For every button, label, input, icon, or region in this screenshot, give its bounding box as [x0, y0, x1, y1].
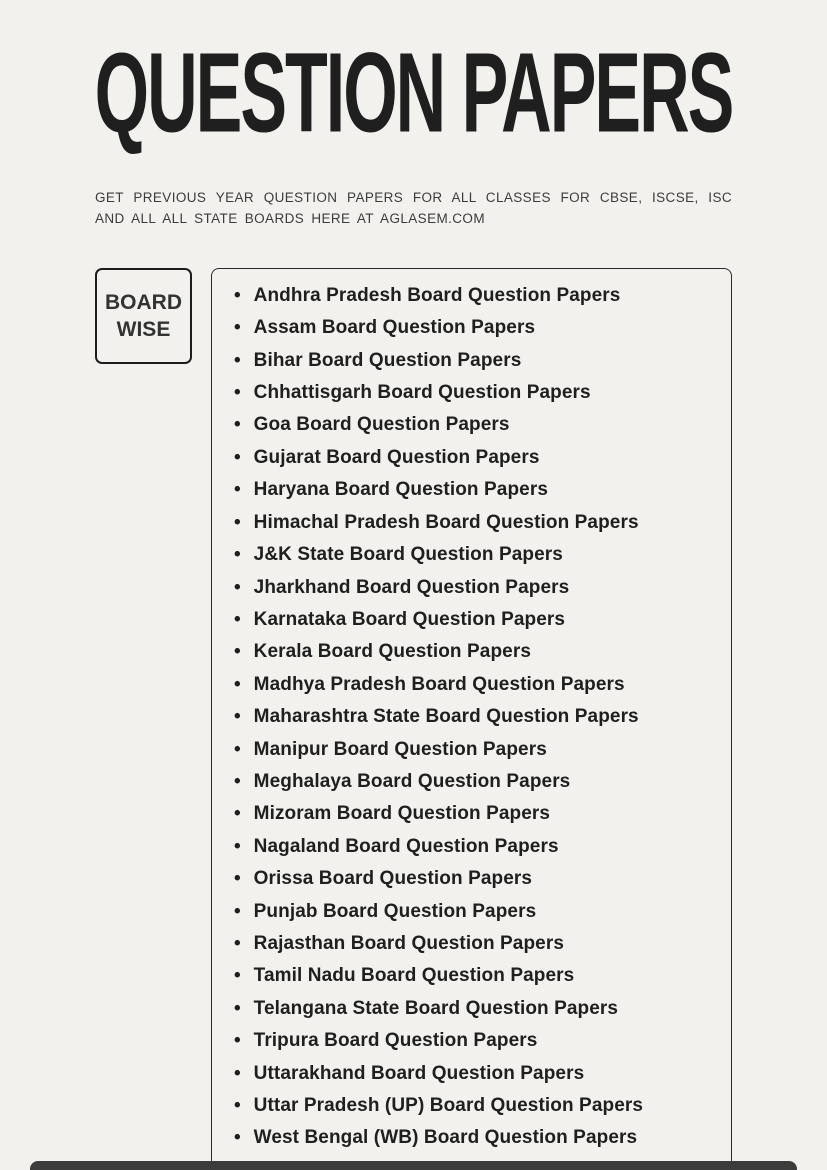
board-wise-label-box — [95, 268, 192, 365]
board-link-label: Haryana Board Question Papers — [253, 479, 548, 501]
board-link-label: Gujarat Board Question Papers — [253, 446, 540, 468]
board-list-panel — [211, 268, 732, 1170]
board-link-label: Nagaland Board Question Papers — [253, 835, 559, 857]
board-link-label: Maharashtra State Board Question Papers — [253, 706, 639, 728]
board-wise-label: BOARD WISE — [105, 290, 182, 342]
page-title-wrap — [0, 29, 827, 156]
bullet-icon: • — [234, 414, 241, 436]
board-link-label: Assam Board Question Papers — [253, 317, 536, 339]
board-link-label: Mizoram Board Question Papers — [253, 803, 551, 825]
list-item[interactable] — [234, 539, 713, 571]
list-item[interactable] — [234, 312, 713, 344]
bullet-icon: • — [234, 1095, 241, 1116]
bullet-icon: • — [234, 868, 241, 890]
board-link-label: Jharkhand Board Question Papers — [253, 576, 570, 598]
board-link-label: Uttar Pradesh (UP) Board Question Papers — [253, 1095, 644, 1116]
list-item[interactable] — [234, 572, 713, 604]
board-link-label: Meghalaya Board Question Papers — [253, 770, 571, 792]
list-item[interactable] — [234, 993, 713, 1025]
board-link-label: J&K State Board Question Papers — [253, 544, 563, 566]
bullet-icon: • — [234, 965, 241, 987]
page-subtitle: GET PREVIOUS YEAR QUESTION PAPERS FOR ALL CLASSES FOR CBSE, ISCSE, ISC AND ALL ALL STATE BOARDS HERE AT AGLASEM.COM — [95, 190, 732, 226]
list-item[interactable] — [234, 669, 713, 701]
bullet-icon: • — [234, 738, 241, 760]
list-item[interactable] — [234, 734, 713, 766]
list-item[interactable] — [234, 701, 713, 733]
bullet-icon: • — [234, 349, 241, 371]
board-link-label: Manipur Board Question Papers — [253, 738, 547, 760]
bullet-icon: • — [234, 641, 241, 663]
bullet-icon: • — [234, 576, 241, 598]
list-item[interactable] — [234, 928, 713, 960]
bullet-icon: • — [234, 1127, 241, 1149]
bullet-icon: • — [234, 1030, 241, 1052]
board-link-label: Goa Board Question Papers — [253, 414, 510, 436]
list-item[interactable] — [234, 960, 713, 992]
list-item[interactable] — [234, 766, 713, 798]
board-list — [234, 280, 713, 1155]
list-item[interactable] — [234, 1090, 713, 1122]
list-item[interactable] — [234, 1122, 713, 1154]
bullet-icon: • — [234, 900, 241, 922]
board-link-label: Punjab Board Question Papers — [253, 900, 537, 922]
bullet-icon: • — [234, 706, 241, 728]
board-link-label: Orissa Board Question Papers — [253, 868, 533, 890]
list-item[interactable] — [234, 831, 713, 863]
board-link-label: Andhra Pradesh Board Question Papers — [253, 284, 621, 306]
list-item[interactable] — [234, 636, 713, 668]
board-link-label: Tripura Board Question Papers — [253, 1030, 538, 1052]
list-item[interactable] — [234, 345, 713, 377]
list-item[interactable] — [234, 442, 713, 474]
board-link-label: Uttarakhand Board Question Papers — [253, 1062, 585, 1084]
list-item[interactable] — [234, 863, 713, 895]
bullet-icon: • — [234, 544, 241, 566]
footer-bar — [30, 1161, 797, 1170]
list-item[interactable] — [234, 1058, 713, 1090]
list-item[interactable] — [234, 604, 713, 636]
board-link-label: Kerala Board Question Papers — [253, 641, 531, 663]
board-link-label: West Bengal (WB) Board Question Papers — [253, 1127, 638, 1149]
bullet-icon: • — [234, 932, 241, 954]
board-link-label: Karnataka Board Question Papers — [253, 608, 566, 630]
bullet-icon: • — [234, 835, 241, 857]
list-item[interactable] — [234, 507, 713, 539]
bullet-icon: • — [234, 511, 241, 533]
board-link-label: Bihar Board Question Papers — [253, 349, 522, 371]
list-item[interactable] — [234, 798, 713, 830]
bullet-icon: • — [234, 803, 241, 825]
bullet-icon: • — [234, 608, 241, 630]
board-link-label: Tamil Nadu Board Question Papers — [253, 965, 575, 987]
bullet-icon: • — [234, 446, 241, 468]
bullet-icon: • — [234, 770, 241, 792]
bullet-icon: • — [234, 317, 241, 339]
list-item[interactable] — [234, 377, 713, 409]
board-link-label: Rajasthan Board Question Papers — [253, 932, 565, 954]
content-area — [95, 268, 732, 1170]
board-link-label: Himachal Pradesh Board Question Papers — [253, 511, 639, 533]
bullet-icon: • — [234, 1062, 241, 1084]
bullet-icon: • — [234, 479, 241, 501]
list-item[interactable] — [234, 409, 713, 441]
board-link-label: Chhattisgarh Board Question Papers — [253, 382, 591, 404]
list-item[interactable] — [234, 1025, 713, 1057]
bullet-icon: • — [234, 284, 241, 306]
board-link-label: Madhya Pradesh Board Question Papers — [253, 673, 625, 695]
board-link-label: Telangana State Board Question Papers — [253, 997, 619, 1019]
page-title: QUESTION PAPERS — [94, 29, 733, 156]
bullet-icon: • — [234, 997, 241, 1019]
bullet-icon: • — [234, 382, 241, 404]
list-item[interactable] — [234, 280, 713, 312]
list-item[interactable] — [234, 896, 713, 928]
bullet-icon: • — [234, 673, 241, 695]
list-item[interactable] — [234, 474, 713, 506]
